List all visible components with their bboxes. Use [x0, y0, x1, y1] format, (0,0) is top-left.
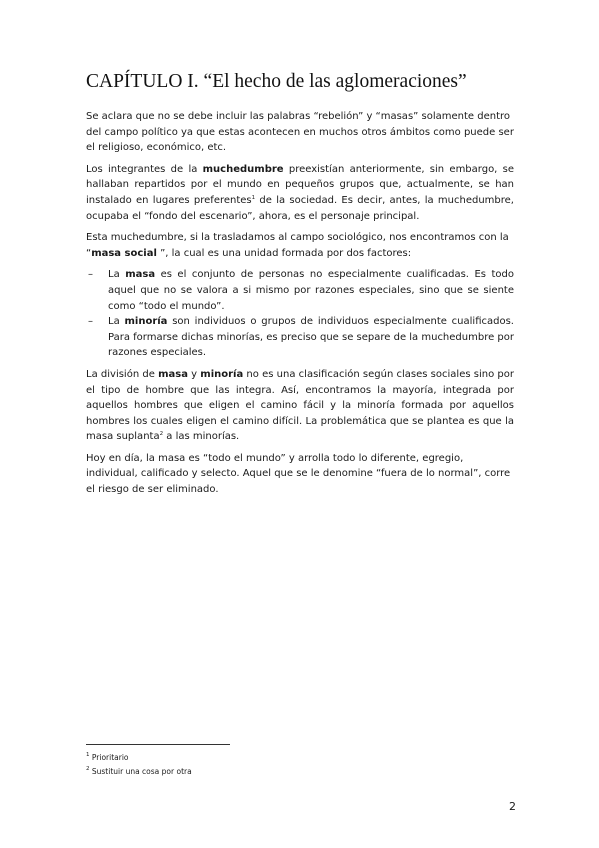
- keyword-masa-social: masa social: [91, 247, 157, 259]
- factors-list: [86, 267, 514, 361]
- list-item-text: La: [108, 269, 126, 281]
- chapter-title: CAPÍTULO I. “El hecho de las aglomeraciones”: [86, 71, 467, 92]
- paragraph-text: y: [187, 368, 201, 380]
- paragraph-text: Los integrantes de la: [86, 163, 203, 175]
- paragraph-conclusion: Hoy en día, la masa es “todo el mundo” y arrolla todo lo diferente, egregio, individual, calificado y selecto. Aquel que se le denomine “fuera de lo normal”, corre el riesgo de ser eliminado.: [86, 452, 511, 496]
- list-item-text: es el conjunto de personas no especialmente cualificadas. Es todo aquel que no se valora a si mismo por razones especiales, sino que se siente como “todo el mundo”.: [108, 269, 514, 312]
- keyword-masa: masa: [158, 368, 188, 380]
- paragraph-division: [86, 367, 514, 445]
- paragraph-text: La división de: [86, 368, 159, 380]
- list-item-masa: [86, 267, 514, 314]
- paragraph-text: Esta muchedumbre, si la trasladamos al campo sociológico, nos encontramos con la “: [86, 232, 509, 259]
- paragraph-text: preexistían anteriormente, sin embargo, se hallaban repartidos por el mundo en pequeños grupos que, actualmente, se han instalado en lugares preferentes: [86, 163, 515, 206]
- footnote-ref-1[interactable]: 1: [251, 194, 256, 201]
- footnote-text: Sustituir una cosa por otra: [89, 767, 192, 776]
- chapter-body: [86, 109, 514, 504]
- footnote-mark: 2: [86, 766, 90, 772]
- footnote-1: [86, 751, 514, 765]
- keyword-masa: masa: [125, 269, 156, 281]
- dash-bullet: –: [88, 316, 93, 328]
- list-item-text: La: [108, 316, 125, 328]
- list-item-minoria: [86, 314, 514, 361]
- footnote-mark: 1: [86, 752, 90, 758]
- footnote-text: Prioritario: [89, 753, 129, 762]
- list-item-text: son individuos o grupos de individuos especialmente cualificados. Para formarse dichas minorías, es preciso que se separe de la muchedumbre por razones especiales.: [108, 316, 515, 359]
- paragraph-text: a las minorías.: [163, 431, 240, 443]
- paragraph-intro: Se aclara que no se debe incluir las palabras “rebelión” y “masas” solamente dentro del campo político ya que estas acontecen en muchos otros ámbitos como puede ser el religioso, económico, etc.: [86, 111, 514, 154]
- footnote-separator: [86, 744, 230, 745]
- footnotes: [86, 751, 514, 779]
- paragraph-text: ”, la cual es una unidad formada por dos factores:: [156, 247, 412, 259]
- paragraph-muchedumbre: [86, 162, 514, 224]
- paragraph-masa-social: [86, 230, 514, 261]
- dash-bullet: –: [88, 269, 93, 281]
- page-number: 2: [509, 800, 516, 813]
- footnote-ref-2[interactable]: 2: [159, 431, 164, 438]
- keyword-muchedumbre: muchedumbre: [202, 163, 284, 175]
- keyword-minoria: minoría: [200, 368, 244, 380]
- keyword-minoria: minoría: [124, 316, 168, 328]
- paragraph-text: no es una clasificación según clases sociales sino por el tipo de hombre que las integra. Así, encontramos la mayoría, integrada por aquellos hombres que eligen el camino fácil y la minoría formada por aquellos hombres los cuales eligen el camino difícil. La problemática que se plantea es que la masa suplanta: [86, 368, 514, 443]
- footnote-2: [86, 765, 514, 779]
- paragraph-text: de la sociedad. Es decir, antes, la muchedumbre, ocupaba el “fondo del escenario”, ahora, es el personaje principal.: [86, 194, 514, 222]
